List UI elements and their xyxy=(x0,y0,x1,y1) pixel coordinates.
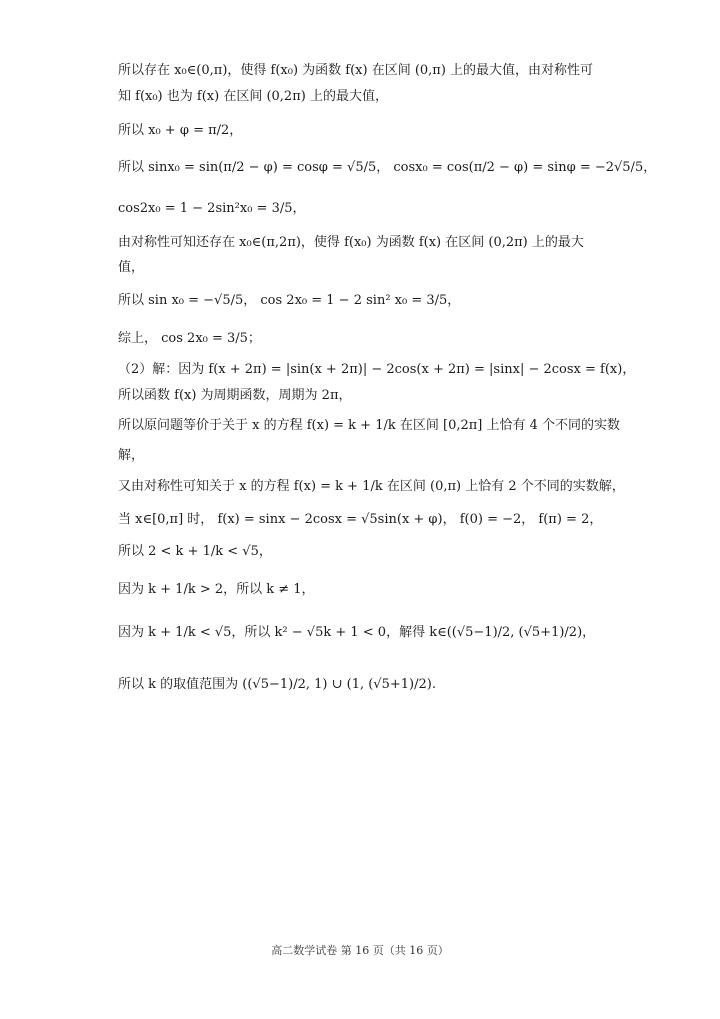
text-line-7: 值， xyxy=(118,260,145,275)
text-line-14: 又由对称性可知关于 x 的方程 f(x) = k + 1/k 在区间 (0,π) 上恰有 2 个不同的实数解， xyxy=(118,479,625,494)
text-line-18: 因为 k + 1/k < √5，所以 k² − √5k + 1 < 0，解得 k∈((√5−1)/2, (√5+1)/2)， xyxy=(118,625,596,640)
text-line-8: 所以 sin x₀ = −√5/5， cos 2x₀ = 1 − 2 sin² x₀ = 3/5， xyxy=(118,293,461,308)
text-line-1: 所以存在 x₀∈(0,π)，使得 f(x₀) 为函数 f(x) 在区间 (0,π) 上的最大值，由对称性可 xyxy=(118,63,594,78)
text-line-4: 所以 sinx₀ = sin(π/2 − φ) = cosφ = √5/5， cosx₀ = cos(π/2 − φ) = sinφ = −2√5/5， xyxy=(118,160,657,175)
text-line-17: 因为 k + 1/k > 2，所以 k ≠ 1， xyxy=(118,582,315,597)
text-line-16: 所以 2 < k + 1/k < √5， xyxy=(118,544,272,559)
text-line-10: （2）解：因为 f(x + 2π) = |sin(x + 2π)| − 2cos(x + 2π) = |sinx| − 2cosx = f(x)， xyxy=(118,362,636,377)
text-line-9: 综上， cos 2x₀ = 3/5； xyxy=(118,331,261,346)
text-line-3: 所以 x₀ + φ = π/2， xyxy=(118,123,243,138)
text-line-13: 解， xyxy=(118,448,145,463)
text-line-6: 由对称性可知还存在 x₀∈(π,2π)，使得 f(x₀) 为函数 f(x) 在区间 (0,2π) 上的最大 xyxy=(118,235,584,250)
text-line-5: cos2x₀ = 1 − 2sin²x₀ = 3/5， xyxy=(118,201,306,216)
text-line-2: 知 f(x₀) 也为 f(x) 在区间 (0,2π) 上的最大值， xyxy=(118,89,388,104)
page-footer: 高二数学试卷 第 16 页（共 16 页） xyxy=(271,944,449,957)
text-line-12: 所以原问题等价于关于 x 的方程 f(x) = k + 1/k 在区间 [0,2π] 上恰有 4 个不同的实数 xyxy=(118,418,621,433)
text-line-11: 所以函数 f(x) 为周期函数，周期为 2π， xyxy=(118,388,352,403)
text-line-15: 当 x∈[0,π] 时， f(x) = sinx − 2cosx = √5sin(x + φ)， f(0) = −2， f(π) = 2， xyxy=(118,512,603,527)
text-line-19: 所以 k 的取值范围为 ((√5−1)/2, 1) ∪ (1, (√5+1)/2). xyxy=(118,677,436,692)
